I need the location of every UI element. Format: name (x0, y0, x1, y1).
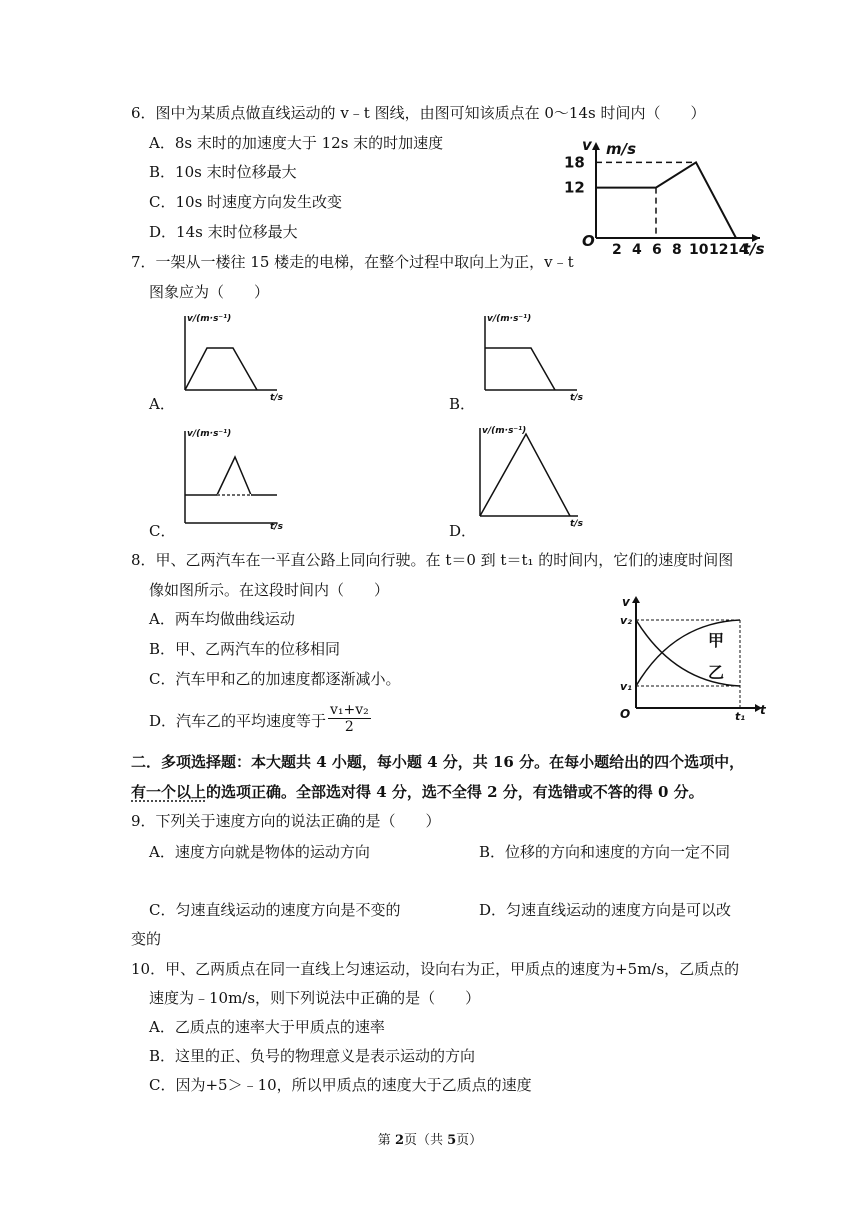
q7-stem-line2: 图象应为（ ） (149, 283, 270, 301)
q8-vt-graph (612, 592, 772, 722)
q7d-tlabel: t/s (570, 519, 583, 529)
q10-option-b: B．这里的正、负号的物理意义是表示运动的方向 (149, 1047, 476, 1065)
q10-option-a: A．乙质点的速率大于甲质点的速率 (149, 1018, 385, 1036)
footer-page-number: 2 (394, 1133, 404, 1148)
q7c-ylabel: v/(m·s⁻¹) (187, 429, 232, 439)
q7a-ylabel: v/(m·s⁻¹) (187, 314, 232, 324)
section2-header-line2 (131, 783, 704, 801)
q7-option-d-label: D． (449, 522, 477, 540)
section2-emphasis: 有一个以上 (131, 783, 207, 801)
q6-stem: 6．图中为某质点做直线运动的 v﹣t 图线，由图可知该质点在 0～14s 时间内（ ） (131, 104, 706, 122)
q7-option-a-label: A． (149, 395, 175, 413)
q6-vt-graph (560, 128, 780, 258)
section2-header-line1: 二．多项选择题：本大题共 4 小题，每小题 4 分，共 16 分。在每小题给出的四个选项中， (131, 753, 745, 771)
q6-t-label: t/s (743, 240, 765, 258)
q6-y-tick-18: 18 (564, 153, 585, 172)
q6-x-tick-6: 6 (652, 242, 662, 258)
q8-v1-label: v₁ (620, 680, 632, 693)
footer-pre: 第 (377, 1133, 395, 1148)
q6-x-tick-4: 4 (632, 242, 642, 258)
section2-rest: 的选项正确。全部选对得 4 分，选不全得 2 分，有选错或不答的得 0 分。 (206, 783, 704, 801)
q10-stem-line1: 10．甲、乙两质点在同一直线上匀速运动，设向右为正，甲质点的速度为+5m/s，乙质点的 (131, 960, 740, 978)
q7b-tlabel: t/s (570, 393, 583, 403)
q8-t1-label: t₁ (735, 710, 746, 723)
q6-x-tick-8: 8 (672, 242, 682, 258)
q7b-ylabel: v/(m·s⁻¹) (487, 314, 532, 324)
q8-option-a: A．两车均做曲线运动 (149, 610, 295, 628)
q6-v-label: v (582, 136, 592, 154)
q6-series-line (596, 162, 736, 238)
q8-jia-label: 甲 (708, 631, 725, 650)
q6-option-c: C．10s 时速度方向发生改变 (149, 193, 343, 211)
q6-option-a: A．8s 末时的加速度大于 12s 末的时加速度 (149, 134, 444, 152)
q6-origin: O (582, 232, 595, 250)
q7-graph-a (175, 310, 295, 405)
q6-unit-label: m/s (606, 140, 637, 158)
q8-v2-label: v₂ (620, 614, 632, 627)
footer-total-pages: 5 (447, 1133, 457, 1148)
fraction-numerator: v₁+v₂ (330, 702, 369, 718)
q9-option-b: B．位移的方向和速度的方向一定不同 (479, 843, 731, 861)
page-footer (0, 1132, 860, 1150)
q6-y-tick-12: 12 (564, 178, 585, 197)
q8-stem-line1: 8．甲、乙两汽车在一平直公路上同向行驶。在 t＝0 到 t＝t₁ 的时间内，它们的速度时间图 (131, 551, 734, 569)
q8-t-label: t (760, 703, 766, 717)
q7-option-c-label: C． (149, 522, 176, 540)
q7a-tlabel: t/s (270, 393, 283, 403)
q7c-tlabel: t/s (270, 522, 283, 532)
fraction-denominator: 2 (344, 719, 354, 735)
q8-v-label: v (622, 595, 630, 609)
q8-option-d: D．汽车乙的平均速度等于 (149, 712, 327, 730)
q7d-ylabel: v/(m·s⁻¹) (482, 426, 527, 436)
average-velocity-fraction (328, 702, 371, 735)
q6-x-tick-14: 14 (729, 242, 749, 258)
q6-x-tick-2: 2 (612, 242, 622, 258)
q8-stem-line2: 像如图所示。在这段时间内（ ） (149, 581, 390, 599)
q8-option-c: C．汽车甲和乙的加速度都逐渐减小。 (149, 670, 401, 688)
q7-option-b-label: B． (449, 395, 476, 413)
q7-graph-d (470, 422, 600, 527)
q6-x-tick-10: 10 (689, 242, 709, 258)
footer-mid: 页（共 (403, 1133, 448, 1148)
q8-origin: O (620, 707, 631, 721)
q10-option-c: C．因为+5＞﹣10，所以甲质点的速度大于乙质点的速度 (149, 1076, 532, 1094)
footer-post: 页） (456, 1133, 483, 1148)
q8-option-b: B．甲、乙两汽车的位移相同 (149, 640, 341, 658)
q7-graph-c (175, 425, 295, 530)
q6-option-b: B．10s 末时位移最大 (149, 163, 297, 181)
q9-stem: 9．下列关于速度方向的说法正确的是（ ） (131, 812, 441, 830)
q7-stem-line1: 7．一架从一楼往 15 楼走的电梯，在整个过程中取向上为正，v﹣t (131, 253, 574, 271)
q9-option-d-cont: 变的 (131, 930, 162, 948)
q9-option-c: C．匀速直线运动的速度方向是不变的 (149, 901, 401, 919)
q6-x-tick-12: 12 (709, 242, 729, 258)
q7-graph-b (475, 310, 595, 405)
q9-option-d: D．匀速直线运动的速度方向是可以改 (479, 901, 732, 919)
q9-option-a: A．速度方向就是物体的运动方向 (149, 843, 370, 861)
q10-stem-line2: 速度为﹣10m/s，则下列说法中正确的是（ ） (149, 989, 481, 1007)
q6-option-d: D．14s 末时位移最大 (149, 223, 298, 241)
q8-yi-label: 乙 (708, 663, 725, 682)
